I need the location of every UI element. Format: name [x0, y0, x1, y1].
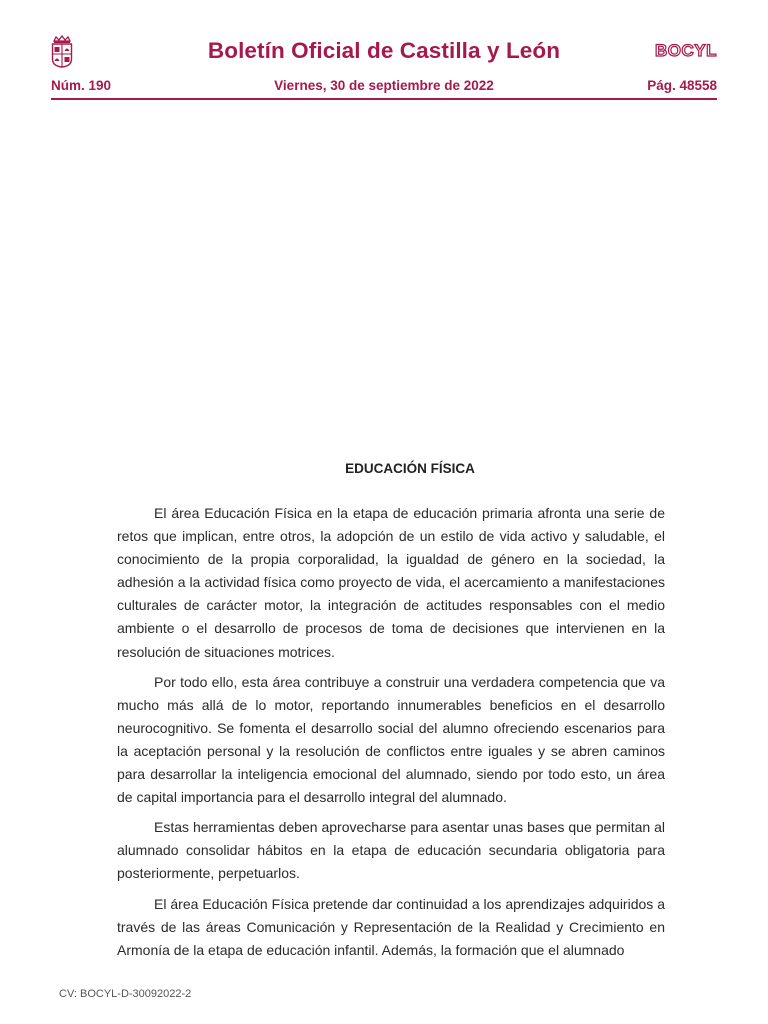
section-heading: EDUCACIÓN FÍSICA	[345, 461, 475, 476]
document-body	[117, 461, 665, 969]
body-paragraph: El área Educación Física pretende dar continuidad a los aprendizajes adquiridos a través de las áreas Comunicación y Representación de la Realidad y Crecimiento en Armonía de la etapa de educación infantil. Además, la formación que el alumnado	[117, 895, 665, 958]
body-paragraph: Por todo ello, esta área contribuye a construir una verdadera competencia que va mucho más allá de lo motor, reportando innumerables beneficios en el desarrollo neurocognitivo. Se fomenta el desarrollo social del alumno ofreciendo escenarios para la aceptación personal y la resolución de conflictos entre iguales y se abren caminos para desarrollar la inteligencia emocional del alumnado, siendo por todo esto, un área de capital importancia para el desarrollo integral del alumnado.	[117, 673, 665, 806]
bocyl-logo: BOCYL	[655, 41, 717, 60]
page-header	[51, 34, 717, 70]
page-number: Pág. 48558	[647, 78, 717, 93]
body-paragraph: Estas herramientas deben aprovecharse para asentar unas bases que permitan al alumnado consolidar hábitos en la etapa de educación secundaria obligatoria para posteriormente, perpetuarlos.	[117, 819, 665, 882]
header-divider	[51, 98, 717, 100]
page-title: Boletín Oficial de Castilla y León	[207, 38, 561, 63]
cv-code: CV: BOCYL-D-30092022-2	[59, 988, 192, 1000]
issue-date: Viernes, 30 de septiembre de 2022	[274, 78, 494, 93]
issue-meta	[51, 78, 717, 96]
body-paragraph: El área Educación Física en la etapa de educación primaria afronta una serie de retos que implican, entre otros, la adopción de un estilo de vida activo y saludable, el conocimiento de la propia corporalidad, la igualdad de género en la sociedad, la adhesión a la actividad física como proyecto de vida, el acercamiento a manifestaciones culturales de carácter motor, la integración de actitudes responsables con el medio ambiente o el desarrollo de procesos de toma de decisiones que intervienen en la resolución de situaciones motrices.	[117, 505, 665, 660]
issue-number: Núm. 190	[51, 78, 112, 93]
